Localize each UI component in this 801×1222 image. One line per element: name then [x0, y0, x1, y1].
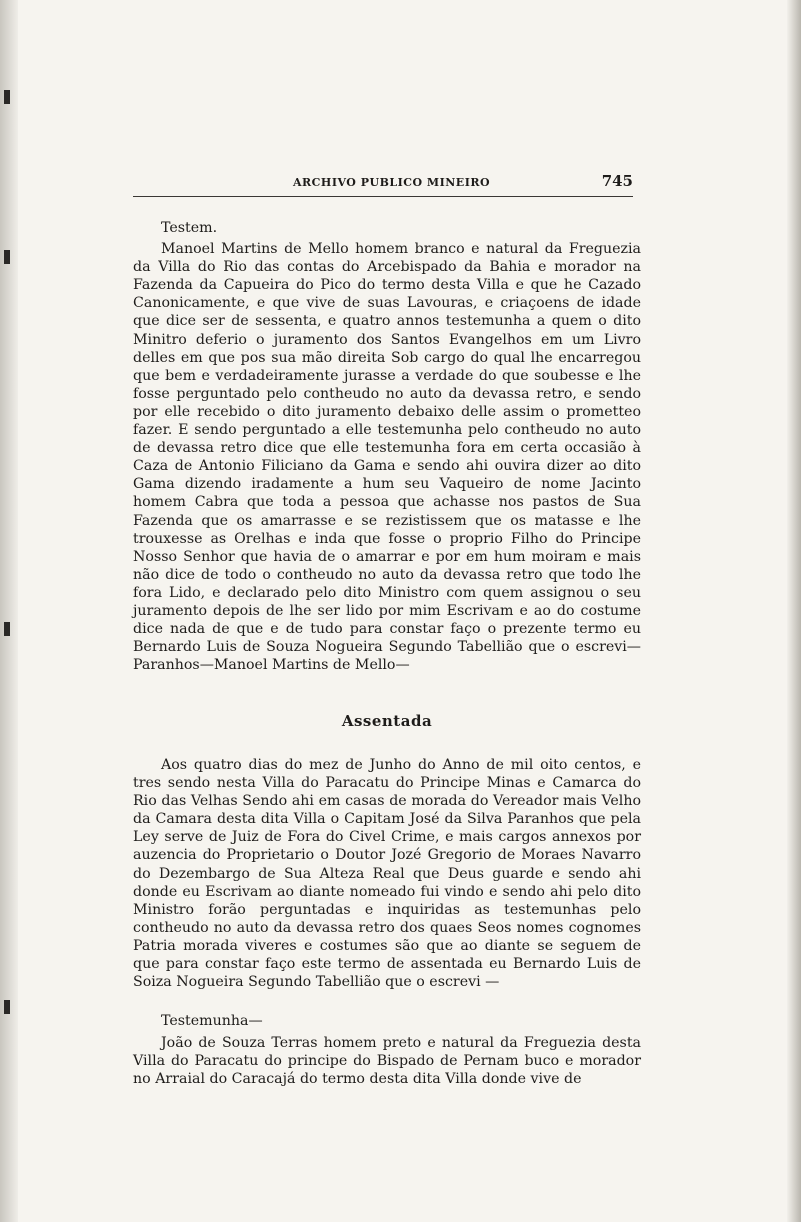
- testimony-block-1: [133, 219, 641, 674]
- testimony-paragraph: Manoel Martins de Mello homem branco e natural da Freguezia da Villa do Rio das contas do Arcebispado da Bahia e morador na Fazenda da Capueira do Pico do termo desta Villa e que he Cazado Canonicamente, e que vive de suas Lavouras, e criaçoens de idade que dice ser de sessenta, e quatro annos testemunha a quem o dito Minitro deferio o juramento dos Santos Evangelhos em um Livro delles em que pos sua mão direita Sob cargo do qual lhe encarregou que bem e verdadeiramente jurasse a verdade do que soubesse e lhe fosse perguntado pelo contheudo no auto da devassa retro, e sendo por elle recebido o dito juramento debaixo delle assim o prometteo fazer. E sendo perguntado a elle testemunha pelo contheudo no auto de devassa retro dice que elle testemunha fora em certa occasião à Caza de Antonio Filiciano da Gama e sendo ahi ouvira dizer ao dito Gama dizendo iradamente a hum seu Vaqueiro de nome Jacinto homem Cabra que toda a pessoa que achasse nos pastos de Sua Fazenda que os amarrasse e se rezistissem que os matasse e lhe trouxesse as Orelhas e inda que fosse o proprio Filho do Principe Nosso Senhor que havia de o amarrar e por em hum moiram e mais não dice de todo o contheudo no auto da devassa retro que todo lhe fora Lido, e declarado pelo dito Ministro com quem assignou o seu juramento depois de lhe ser lido por mim Escrivam e ao do costume dice nada de que e de tudo para constar faço o prezente termo eu Bernardo Luis de Souza Nogueira Segundo Tabellião que o escrevi—Paranhos—Manoel Martins de Mello—: [133, 241, 641, 674]
- running-header: [133, 168, 633, 202]
- header-rule: [133, 196, 633, 197]
- testimony-block-2: [133, 1012, 641, 1088]
- section-heading: Assentada: [341, 712, 433, 730]
- testimony-label: Testemunha—: [161, 1013, 263, 1029]
- binding-mark: [4, 90, 10, 104]
- binding-mark: [4, 250, 10, 264]
- assentada-block: [133, 756, 641, 991]
- running-header-title: ARCHIVO PUBLICO MINEIRO: [293, 176, 491, 189]
- binding-mark: [4, 1000, 10, 1014]
- assentada-paragraph: Aos quatro dias do mez de Junho do Anno de mil oito centos, e tres sendo nesta Villa do Paracatu do Principe Minas e Camarca do Rio das Velhas Sendo ahi em casas de morada do Vereador mais Velho da Camara desta dita Villa o Capitam José da Silva Paranhos que pela Ley serve de Juiz de Fora do Civel Crime, e mais cargos annexos por auzencia do Proprietario o Doutor Jozé Gregorio de Moraes Navarro do Dezembargo de Sua Alteza Real que Deus guarde e sendo ahi donde eu Escrivam ao diante nomeado fui vindo e sendo ahi pelo dito Ministro forão perguntadas e inquiridas as testemunhas pelo contheudo no auto da devassa retro dos quaes Seos nomes cognomes Patria morada viveres e costumes são que ao diante se seguem de que para constar faço este termo de assentada eu Bernardo Luis de Soiza Nogueira Segundo Tabellião que o escrevi —: [133, 757, 641, 991]
- testimony-paragraph: João de Souza Terras homem preto e natural da Freguezia desta Villa do Paracatu do principe do Bispado de Pernam buco e morador no Arraial do Caracajá do termo desta dita Villa donde vive de: [133, 1035, 641, 1088]
- page-number: 745: [601, 172, 633, 190]
- testimony-label: Testem.: [161, 220, 218, 236]
- page-right-edge: [787, 0, 801, 1222]
- binding-mark: [4, 622, 10, 636]
- page-left-edge: [0, 0, 18, 1222]
